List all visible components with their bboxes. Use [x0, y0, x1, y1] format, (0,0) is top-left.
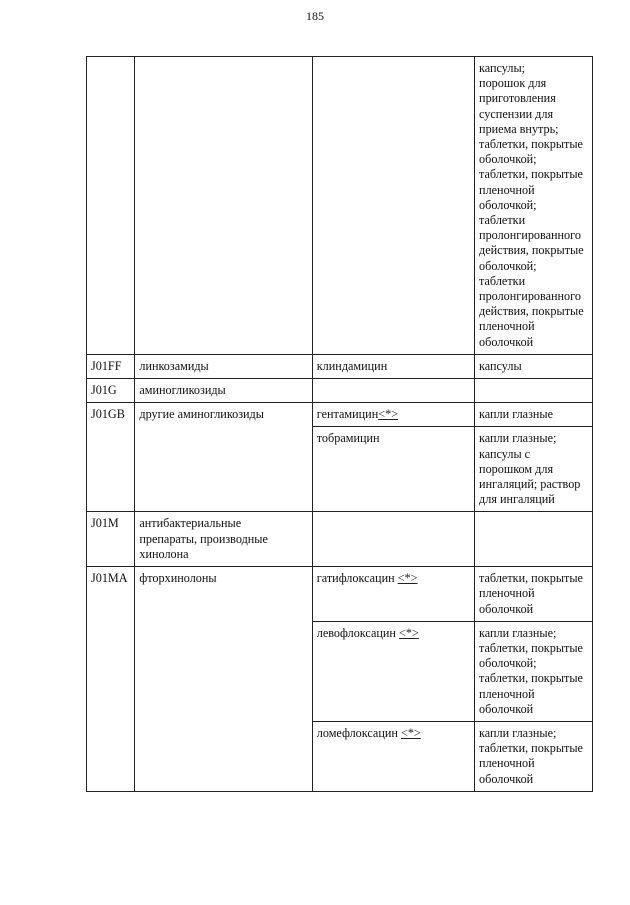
atc-code-cell: J01G [87, 379, 135, 403]
drug-name: гентамицин [316, 407, 379, 422]
footnote-link[interactable]: <*> [399, 625, 419, 640]
atc-code-cell: J01GB [87, 403, 135, 512]
group-cell: линкозамиды [135, 354, 312, 378]
atc-code-cell: J01M [87, 512, 135, 567]
table-row [87, 512, 593, 567]
table-row [87, 403, 593, 427]
atc-code-cell [87, 57, 135, 355]
table-row [87, 567, 593, 622]
group-cell: фторхинолоны [135, 567, 312, 792]
dosage-form-cell: капсулы; порошок для приготовления суспензии для приема внутрь; таблетки, покрытые оболочкой; таблетки, покрытые пленочной оболочкой; таблетки пролонгированного действия, покрытые оболочкой; таблетки пролонгированного действия, покрытые пленочной оболочкой [475, 57, 593, 355]
drug-registry-table [86, 56, 593, 792]
table-row [87, 379, 593, 403]
group-cell: антибактериальные препараты, производные хинолона [135, 512, 312, 567]
drug-cell: тобрамицин [312, 427, 474, 512]
table-row [87, 354, 593, 378]
footnote-link[interactable]: <*> [400, 725, 421, 740]
drug-cell [312, 512, 474, 567]
atc-code-cell: J01MA [87, 567, 135, 792]
dosage-form-cell [475, 512, 593, 567]
drug-cell: клиндамицин [312, 354, 474, 378]
footnote-link[interactable]: <*> [397, 571, 418, 586]
drug-name: левофлоксацин [316, 625, 396, 640]
drug-cell [312, 57, 474, 355]
drug-cell [312, 403, 474, 427]
dosage-form-cell: таблетки, покрытые пленочной оболочкой [475, 567, 593, 622]
table-row [87, 57, 593, 355]
dosage-form-cell: капсулы [475, 354, 593, 378]
drug-cell [312, 567, 474, 622]
dosage-form-cell: капли глазные; таблетки, покрытые оболочкой; таблетки, покрытые пленочной оболочкой [475, 621, 593, 721]
page-number: 185 [306, 9, 324, 23]
drug-cell [312, 721, 474, 791]
group-cell: аминогликозиды [135, 379, 312, 403]
group-cell: другие аминогликозиды [135, 403, 312, 512]
drug-name: ломефлоксацин [316, 725, 398, 740]
group-cell [135, 57, 312, 355]
drug-name: гатифлоксацин [316, 571, 395, 586]
drug-cell [312, 621, 474, 721]
atc-code-cell: J01FF [87, 354, 135, 378]
drug-cell [312, 379, 474, 403]
footnote-link[interactable]: <*> [378, 407, 399, 422]
dosage-form-cell: капли глазные; капсулы с порошком для ингаляций; раствор для ингаляций [475, 427, 593, 512]
dosage-form-cell: капли глазные; таблетки, покрытые пленочной оболочкой [475, 721, 593, 791]
dosage-form-cell [475, 379, 593, 403]
dosage-form-cell: капли глазные [475, 403, 593, 427]
